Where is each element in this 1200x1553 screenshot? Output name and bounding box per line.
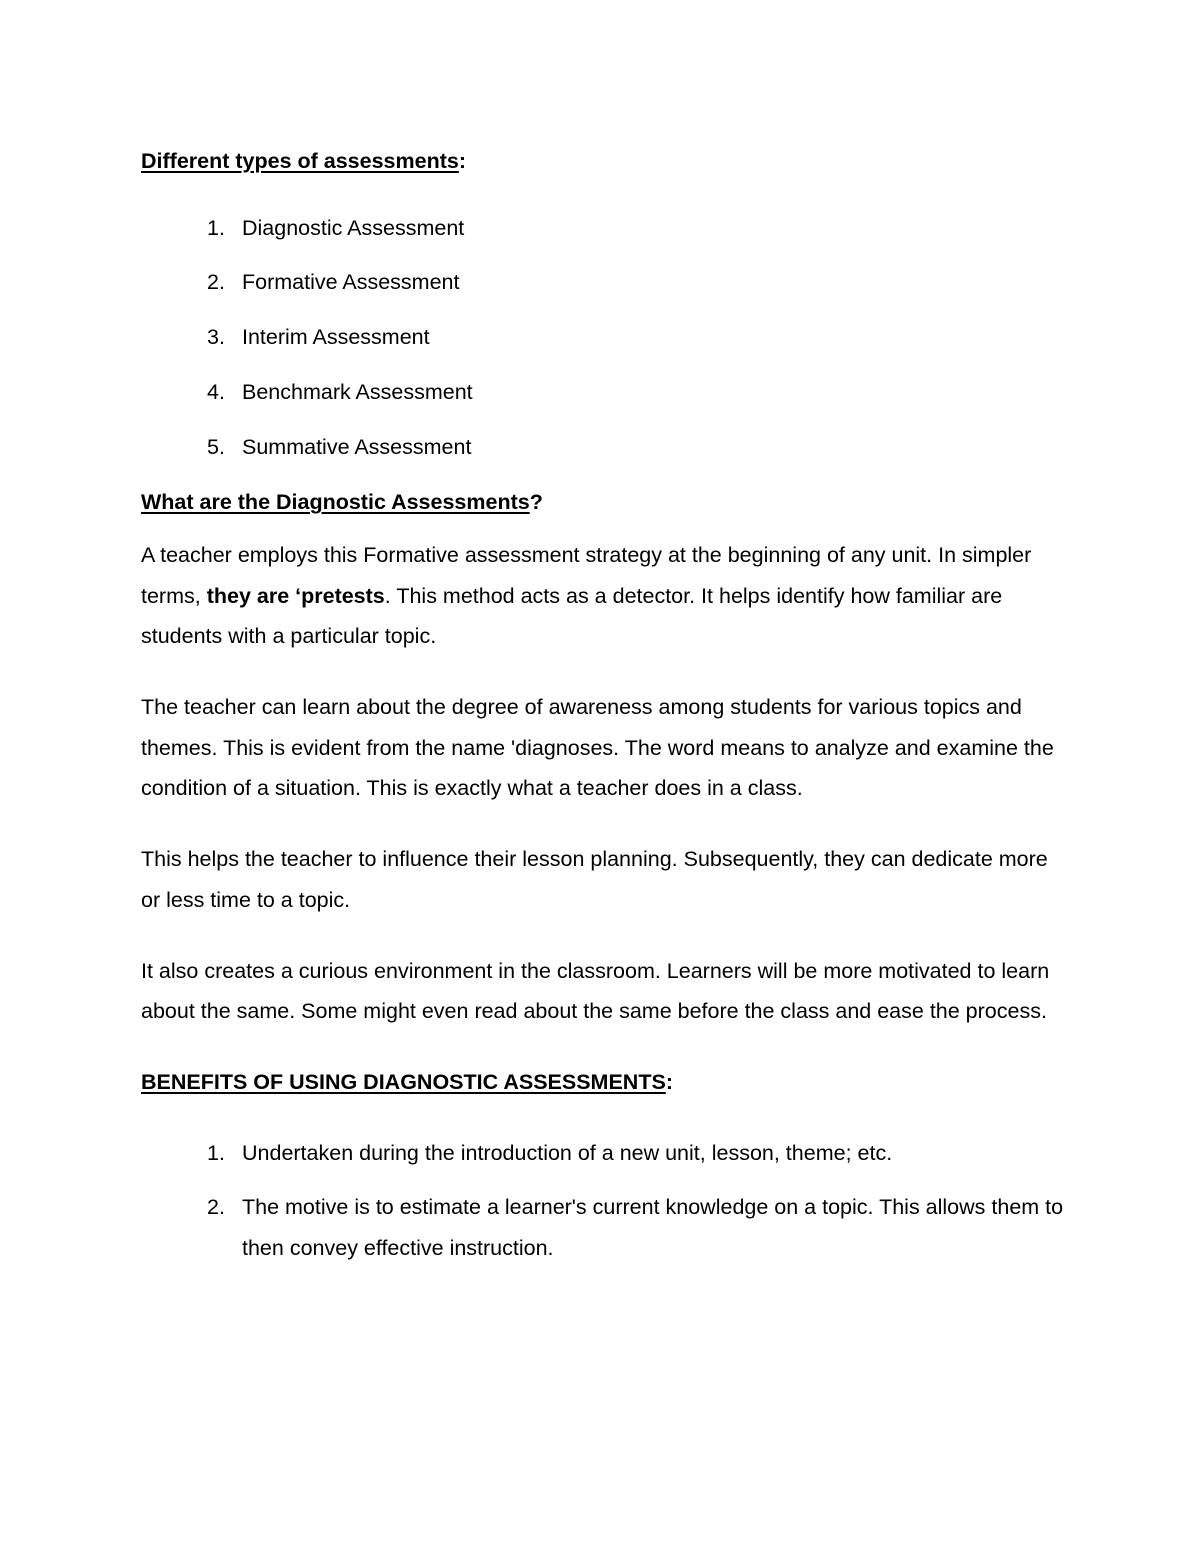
paragraph-lesson-planning: This helps the teacher to influence their lesson planning. Subsequently, they can dedicate more or less time to a topic. xyxy=(141,847,1048,912)
bold-phrase: they are ‘pretests xyxy=(206,583,385,608)
assessment-types-list xyxy=(141,208,1066,468)
heading-colon: : xyxy=(458,149,467,173)
list-item-text: Interim Assessment xyxy=(242,325,430,350)
heading-text: BENEFITS OF USING DIAGNOSTIC ASSESSMENTS xyxy=(141,1069,666,1094)
list-item-text: The motive is to estimate a learner's current knowledge on a topic. This allows them to then convey effective instruction. xyxy=(242,1195,1064,1261)
list-item xyxy=(141,1133,1066,1174)
list-item xyxy=(141,208,1066,249)
list-number: 1. xyxy=(207,1140,225,1165)
list-item xyxy=(141,262,1066,303)
paragraph-environment: It also creates a curious environment in the classroom. Learners will be more motivated to learn about the same. Some might even read about the same before the class and ease the process. xyxy=(141,958,1050,1024)
list-item xyxy=(141,372,1066,413)
list-item-text: Formative Assessment xyxy=(242,270,460,295)
benefits-list xyxy=(141,1133,1066,1269)
list-item-text: Benchmark Assessment xyxy=(242,379,473,404)
list-item-text: Undertaken during the introduction of a new unit, lesson, theme; etc. xyxy=(242,1140,893,1165)
section-heading-types xyxy=(141,141,1066,182)
list-number: 2. xyxy=(207,1195,225,1220)
list-item-text: Diagnostic Assessment xyxy=(242,215,465,240)
list-item xyxy=(141,427,1066,468)
list-number: 2. xyxy=(207,270,225,295)
list-number: 3. xyxy=(207,325,225,350)
section-heading-diagnostic xyxy=(141,482,1066,523)
heading-text: What are the Diagnostic Assessments xyxy=(141,490,530,515)
list-number: 5. xyxy=(207,434,225,459)
list-number: 1. xyxy=(207,215,225,240)
heading-question-mark: ? xyxy=(529,490,543,515)
list-item xyxy=(141,1187,1066,1268)
paragraph-text: . This method acts as a detector. It helps identify how familiar are students with a particular topic. xyxy=(141,583,1003,649)
paragraph-text: A teacher employs this Formative assessment strategy at the beginning of any unit. In simpler terms, xyxy=(141,542,1032,608)
paragraph-intro xyxy=(141,535,1066,657)
list-item xyxy=(141,317,1066,358)
list-number: 4. xyxy=(207,379,225,404)
section-heading-benefits xyxy=(141,1062,1066,1103)
document-body xyxy=(141,141,1066,1269)
heading-colon: : xyxy=(665,1069,673,1094)
paragraph-awareness: The teacher can learn about the degree of awareness among students for various topics and themes. This is evident from the name 'diagnoses. The word means to analyze and examine the condition of a situation. This is exactly what a teacher does in a class. xyxy=(141,695,1054,801)
list-item-text: Summative Assessment xyxy=(242,434,472,459)
heading-text: Different types of assessments xyxy=(141,149,459,173)
